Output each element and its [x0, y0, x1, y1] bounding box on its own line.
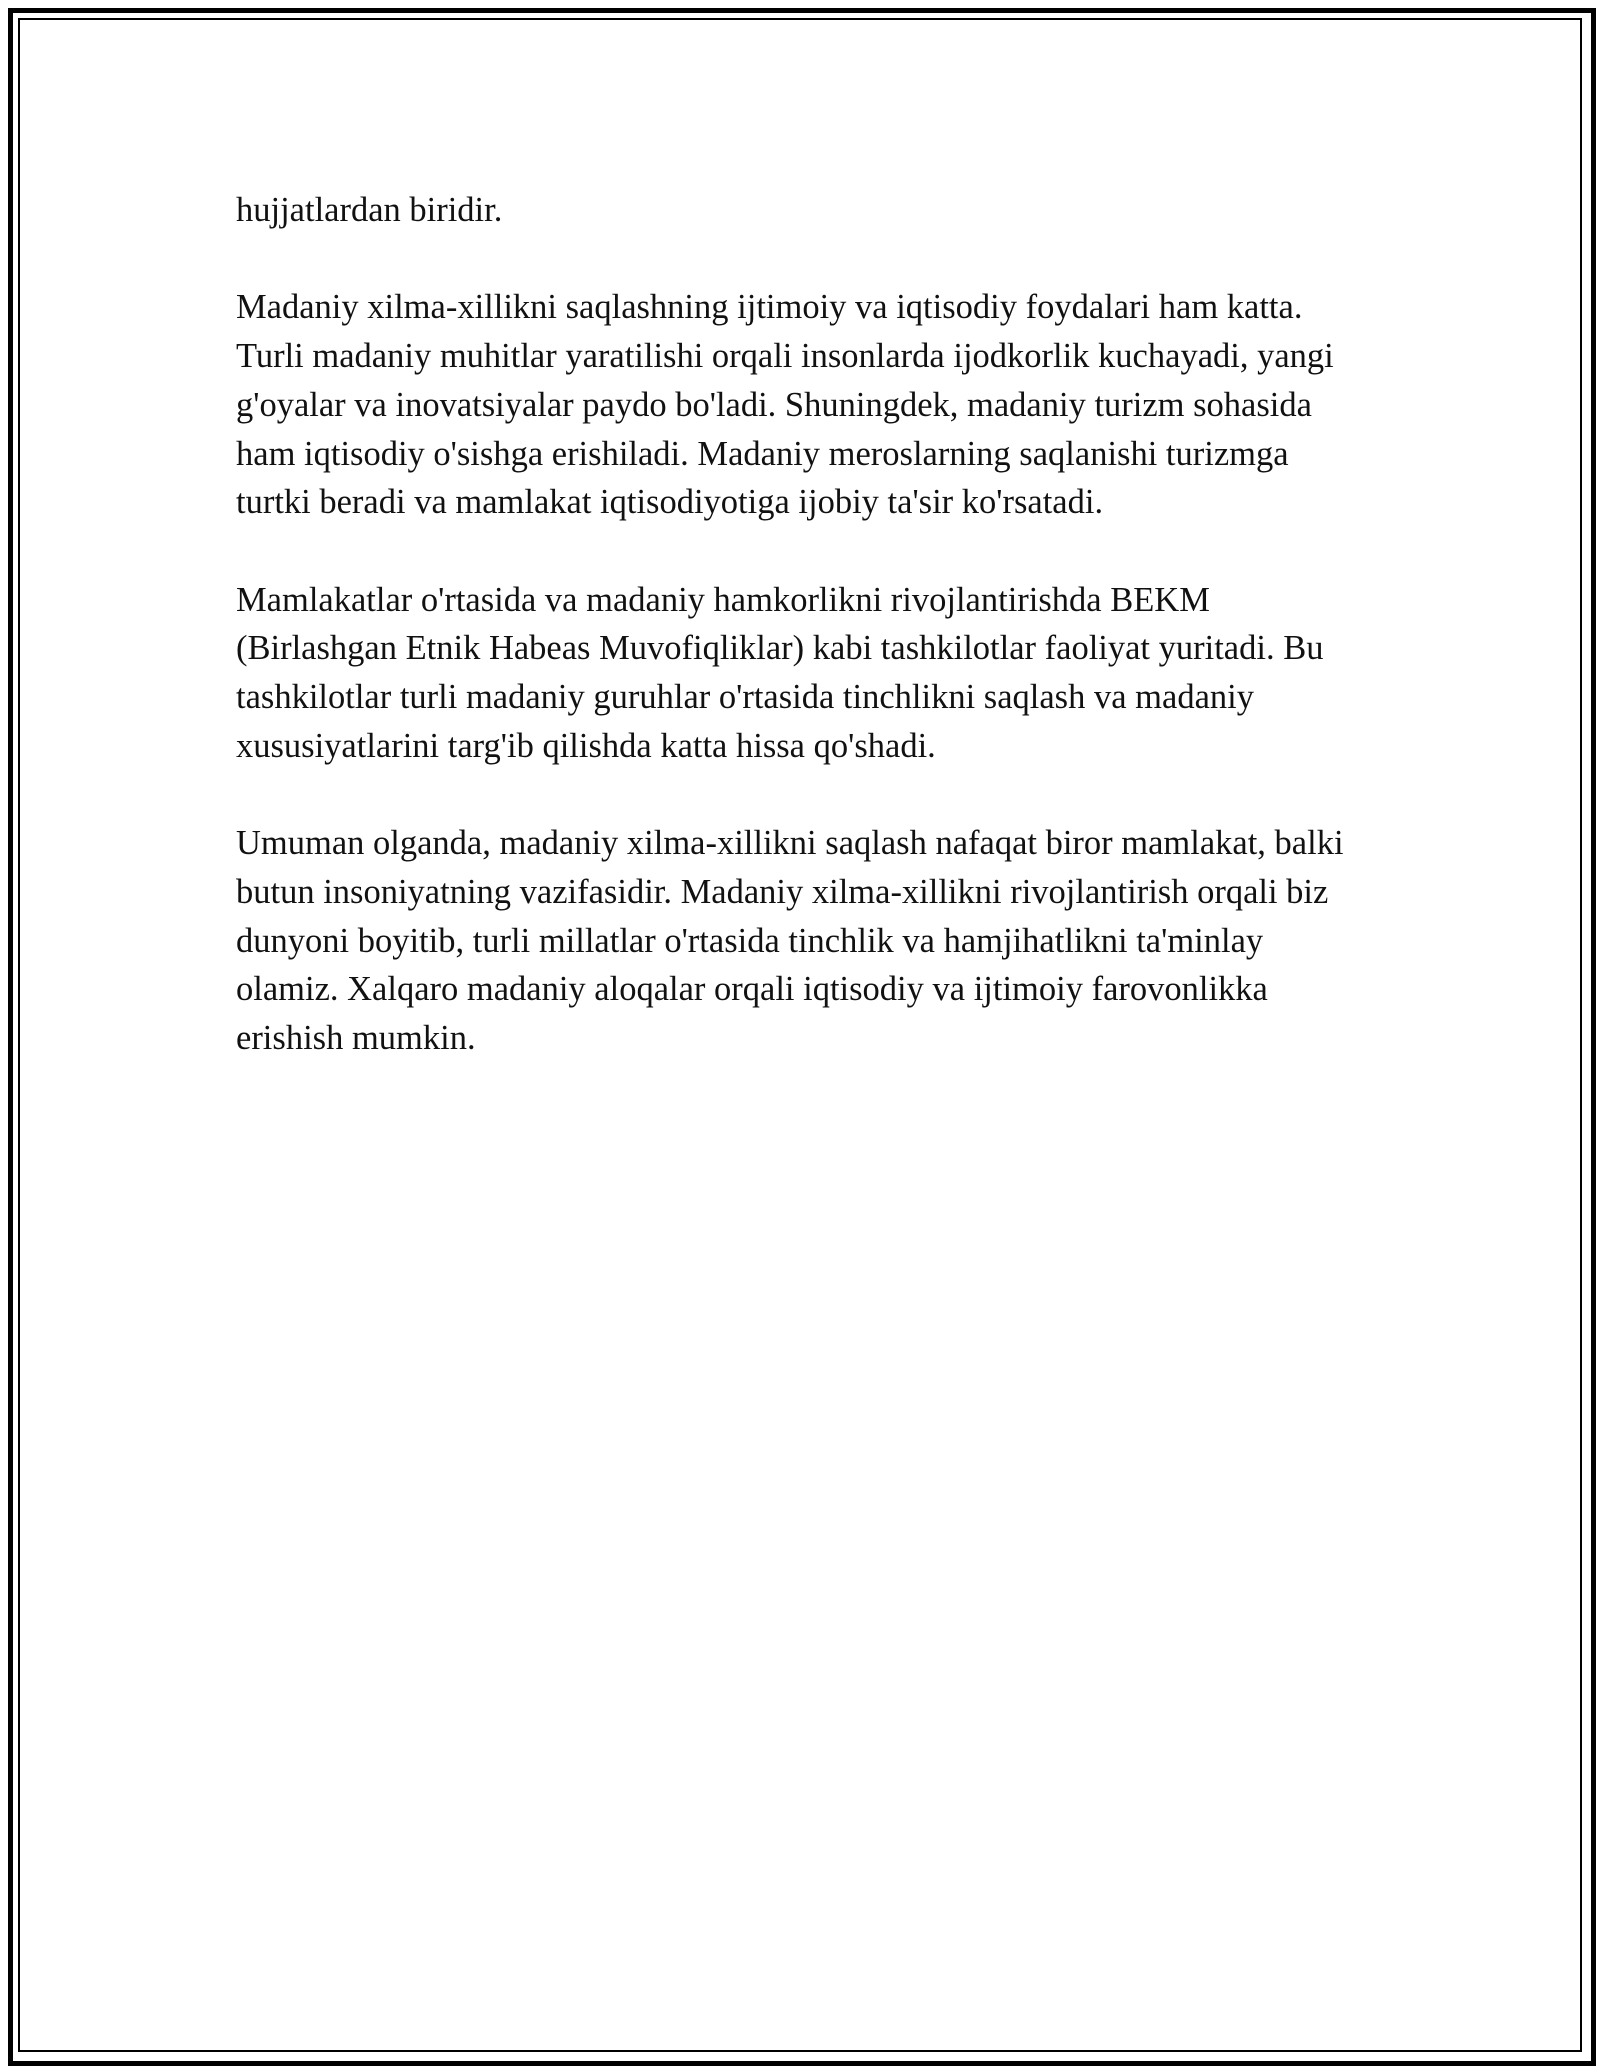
paragraph-2: Madaniy xilma-xillikni saqlashning ijtimoiy va iqtisodiy foydalari ham katta. Turli madaniy muhitlar yaratilishi orqali insonlarda ijodkorlik kuchayadi, yangi g'oyalar va inovatsiyalar paydo bo'ladi. Shuningdek, madaniy turizm sohasida ham iqtisodiy o'sishga erishiladi. Madaniy meroslarning saqlanishi turizmga turtki beradi va mamlakat iqtisodiyotiga ijobiy ta'sir ko'rsatadi. [236, 288, 1334, 522]
document-body [236, 186, 1356, 1063]
paragraph-3: Mamlakatlar o'rtasida va madaniy hamkorlikni rivojlantirishda BEKM (Birlashgan Etnik Habeas Muvofiqliklar) kabi tashkilotlar faoliyat yuritadi. Bu tashkilotlar turli madaniy guruhlar o'rtasida tinchlikni saqlash va madaniy xususiyatlarini targ'ib qilishda katta hissa qo'shadi. [236, 580, 1324, 765]
paragraph-4: Umuman olganda, madaniy xilma-xillikni saqlash nafaqat biror mamlakat, balki butun insoniyatning vazifasidir. Madaniy xilma-xillikni rivojlantirish orqali biz dunyoni boyitib, turli millatlar o'rtasida tinchlik va hamjihatlikni ta'minlay olamiz. Xalqaro madaniy aloqalar orqali iqtisodiy va ijtimoiy farovonlikka erishish mumkin. [236, 824, 1344, 1057]
paragraph-1: hujjatlardan biridir. [236, 191, 503, 229]
